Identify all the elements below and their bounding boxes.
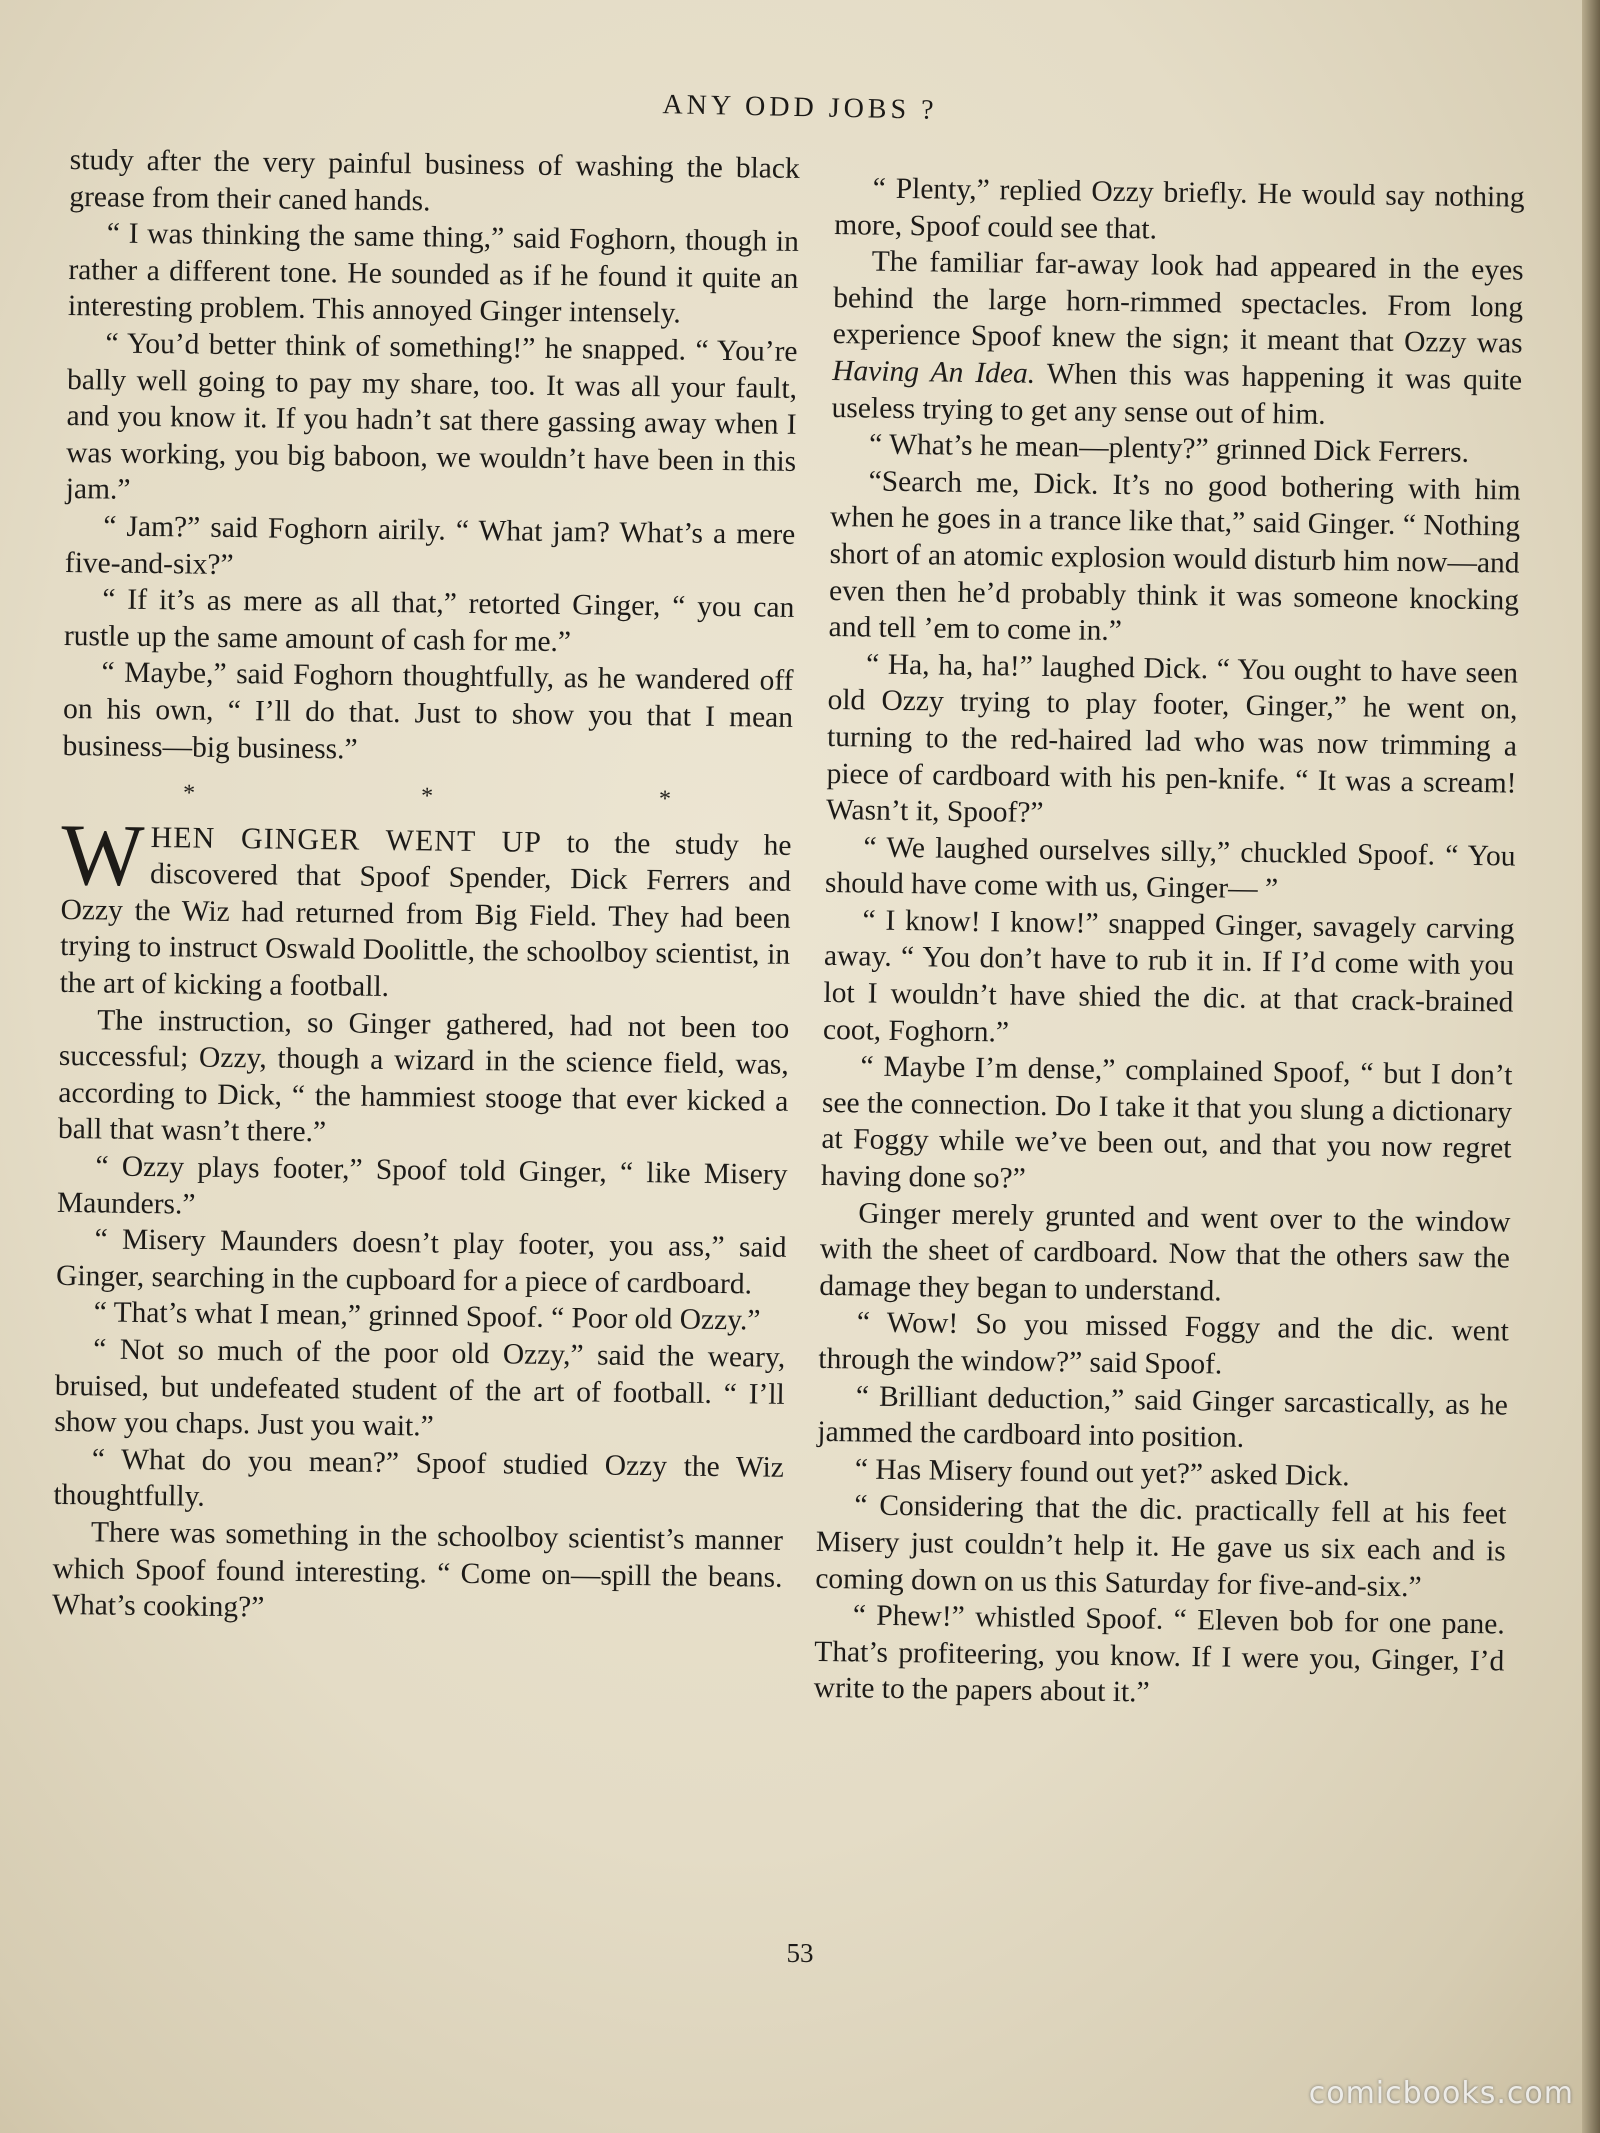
paragraph: “ Maybe I’m dense,” complained Spoof, “ but I don’t see the connection. Do I take it that you slung a dictionary at Foggy while we’ve been out, and that you now regret having done so?” <box>820 1050 1513 1195</box>
paragraph: “ Maybe,” said Foghorn thoughtfully, as he wandered off on his own, “ I’ll do that. Just to show you that I mean business—big business.” <box>62 656 794 766</box>
paragraph: “ Ozzy plays footer,” Spoof told Ginger, “ like Misery Maunders.” <box>56 1150 788 1221</box>
paragraph: “ I know! I know!” snapped Ginger, savagely carving away. “ You don’t have to rub it in. If I’d come with you lot I wouldn’t have shied the dic. at that crack-brained coot, Foghorn.” <box>822 904 1515 1049</box>
paragraph: “Search me, Dick. It’s no good bothering with him when he goes in a trance like that,” said Ginger. “ Nothing short of an atomic explosion would disturb him now—and even then he’d probably think it was someone knocking and tell ’em to come in.” <box>828 465 1521 648</box>
paragraph: “ If it’s as mere as all that,” retorted Ginger, “ you can rustle up the same amount of cash for me.” <box>63 583 795 658</box>
paragraph: “ Not so much of the poor old Ozzy,” said the weary, bruised, but undefeated student of the art of football. “ I’ll show you chaps. Just you wait.” <box>54 1333 786 1443</box>
paragraph: “ That’s what I mean,” grinned Spoof. “ Poor old Ozzy.” <box>93 1296 761 1337</box>
page-number: 53 <box>786 1938 814 1968</box>
paragraph: “ Phew!” whistled Spoof. “ Eleven bob for one pane. That’s profiteering, you know. If I were you, Ginger, I’d write to the papers about it.” <box>813 1599 1505 1709</box>
site-watermark: comicbooks.com <box>1308 2076 1574 2111</box>
paragraph: “ What’s he mean—plenty?” grinned Dick Ferrers. <box>868 428 1470 470</box>
paragraph-text: The familiar far-away look had appeared in the eyes behind the large horn-rimmed spectacles. From long experience Spoof knew the sign; it meant that Ozzy was <box>832 245 1524 360</box>
section-opening-paragraph <box>59 806 792 1011</box>
drop-cap: W <box>60 806 143 905</box>
paragraph: “ We laughed ourselves silly,” chuckled Spoof. “ You should have come with us, Ginger— ” <box>824 831 1516 906</box>
paragraph: “ Brilliant deduction,” said Ginger sarcastically, as he jammed the cardboard into position. <box>817 1380 1509 1455</box>
paragraph: “ Misery Maunders doesn’t play footer, you ass,” said Ginger, searching in the cupboard for a piece of cardboard. <box>55 1223 787 1301</box>
running-title: ANY ODD JOBS ? <box>662 89 938 126</box>
left-column <box>52 142 800 1633</box>
paragraph: “ I was thinking the same thing,” said Foghorn, though in rather a different tone. He sounded as if he found it quite an interesting problem. This annoyed Ginger intensely. <box>67 217 800 330</box>
paragraph: There was something in the schoolboy scientist’s manner which Spoof found interesting. “ Come on—spill the beans. What’s cooking?” <box>51 1516 784 1624</box>
paragraph: “ Jam?” said Foghorn airily. “ What jam? What’s a mere five-and-six?” <box>64 510 796 581</box>
paragraph: Ginger merely grunted and went over to the window with the sheet of cardboard. Now that the others saw the damage they began to understand. <box>819 1197 1511 1308</box>
opening-text: to the study he discovered that Spoof Spender, Dick Ferrers and Ozzy the Wiz had returned from Big Field. They had been trying to instruct Oswald Doolittle, the schoolboy scientist, in the art of kicking a football. <box>59 826 792 1004</box>
paragraph <box>831 243 1523 436</box>
paragraph: The instruction, so Ginger gathered, had not been too successful; Ozzy, though a wizard in the science field, was, according to Dick, “ the hammiest stooge that ever kicked a ball that wasn’t there.” <box>57 1004 790 1149</box>
italic-phrase: Having An Idea. <box>831 354 1036 390</box>
page-spine-edge <box>1582 0 1600 2133</box>
paragraph: “ What do you mean?” Spoof studied Ozzy the Wiz thoughtfully. <box>53 1443 785 1514</box>
paragraph: “ Has Misery found out yet?” asked Dick. <box>854 1453 1350 1493</box>
opening-caps: HEN GINGER WENT UP <box>150 820 543 859</box>
paragraph-text: When this was happening it was quite useless trying to get any sense out of him. <box>831 357 1523 431</box>
paragraph: “ You’d better think of something!” he snapped. “ You’re bally well going to pay my share, too. It was all your fault, and you know it. If you hadn’t sat there gassing away when I was working, you big baboon, we wouldn’t have been in this jam.” <box>65 327 798 507</box>
paragraph: “ Considering that the dic. practically fell at his feet Misery just couldn’t help it. He gave us six each and is coming down on us this Saturday for five-and-six.” <box>815 1489 1507 1603</box>
paragraph: “ Wow! So you missed Foggy and the dic. went through the window?” said Spoof. <box>818 1306 1510 1381</box>
paragraph: “ Ha, ha, ha!” laughed Dick. “ You ought to have seen old Ozzy trying to play footer, Ginger,” he went on, turning to the red-haired lad who was now trimming a piece of cardboard with his pen-knife. “ It was a scream! Wasn’t it, Spoof?” <box>825 648 1519 830</box>
paragraph: “ Plenty,” replied Ozzy briefly. He would say nothing more, Spoof could see that. <box>834 172 1525 246</box>
right-column <box>814 170 1525 1716</box>
paragraph: study after the very painful business of washing the black grease from their caned hands. <box>69 143 800 218</box>
section-separator: * * * <box>182 780 782 814</box>
